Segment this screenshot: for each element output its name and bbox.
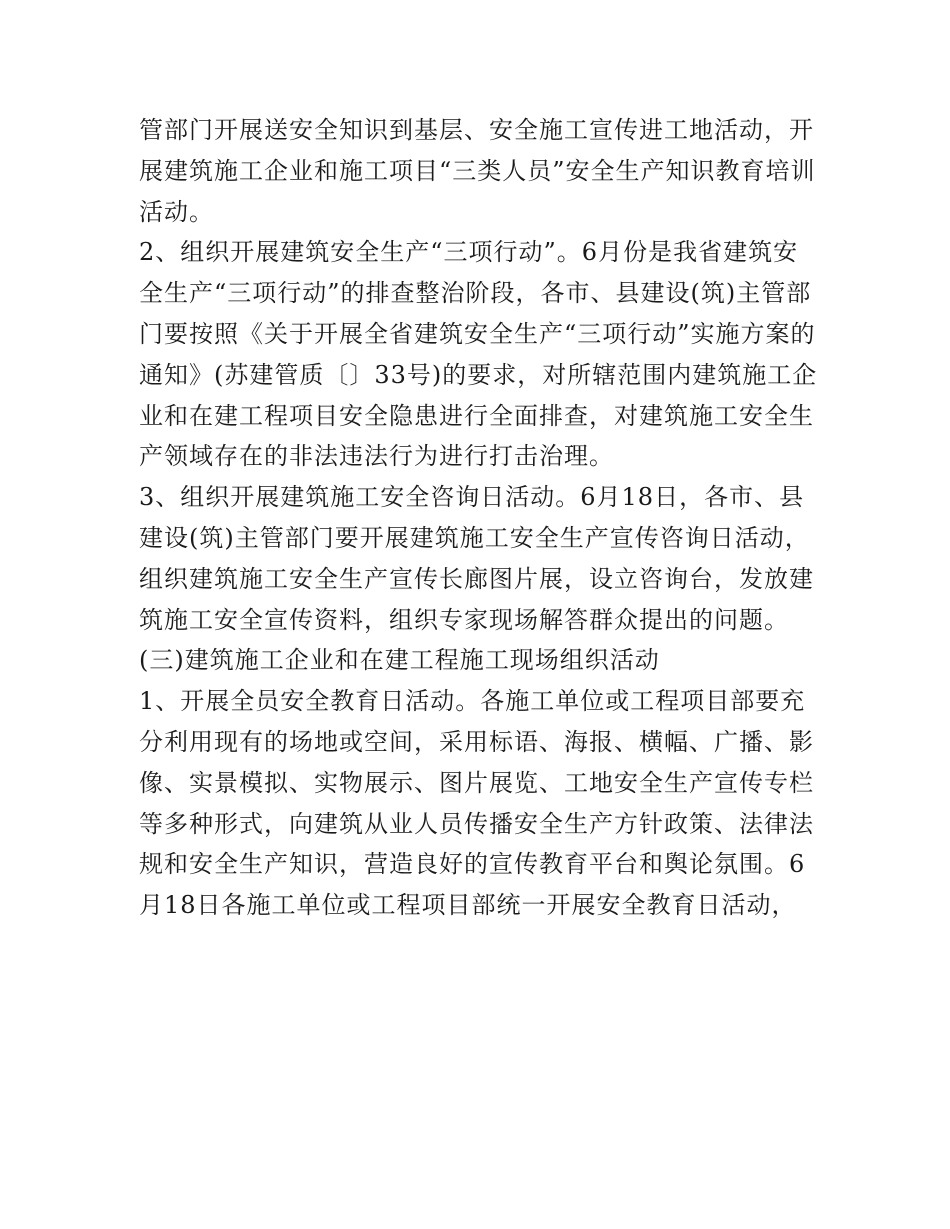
text-line: 3、组织开展建筑施工安全咨询日活动。6月18日，各市、县 — [139, 483, 805, 512]
text-line: 通知》(苏建管质〔〕33号)的要求，对所辖范围内建筑施工企 — [139, 360, 818, 389]
text-line: 月18日各施工单位或工程项目部统一开展安全教育日活动， — [139, 891, 797, 920]
text-line: 建设(筑)主管部门要开展建筑施工安全生产宣传咨询日活动， — [139, 523, 810, 552]
text-line: 等多种形式，向建筑从业人员传播安全生产方针政策、法律法 — [139, 809, 814, 838]
text-line: 管部门开展送安全知识到基层、安全施工宣传进工地活动，开 — [139, 116, 814, 144]
text-line: 业和在建工程项目安全隐患进行全面排查，对建筑施工安全生 — [139, 401, 814, 430]
text-line: 规和安全生产知识，营造良好的宣传教育平台和舆论氛围。6 — [139, 850, 806, 879]
text-line: 2、组织开展建筑安全生产“三项行动”。6月份是我省建筑安 — [139, 238, 799, 267]
text-line: 1、开展全员安全教育日活动。各施工单位或工程项目部要充 — [139, 687, 806, 716]
text-line: 活动。 — [139, 197, 214, 226]
text-line: 门要按照《关于开展全省建筑安全生产“三项行动”实施方案的 — [139, 319, 816, 348]
text-line: 全生产“三项行动”的排查整治阶段，各市、县建设(筑)主管部 — [139, 279, 812, 308]
text-line: 筑施工安全宣传资料，组织专家现场解答群众提出的问题。 — [139, 605, 789, 634]
document-body — [139, 110, 819, 926]
section-heading: (三)建筑施工企业和在建工程施工现场组织活动 — [139, 646, 660, 675]
text-line: 展建筑施工企业和施工项目“三类人员”安全生产知识教育培训 — [139, 156, 816, 185]
text-line: 组织建筑施工安全生产宣传长廊图片展，设立咨询台，发放建 — [139, 564, 814, 593]
text-line: 像、实景模拟、实物展示、图片展览、工地安全生产宣传专栏 — [139, 768, 814, 797]
text-line: 分利用现有的场地或空间，采用标语、海报、横幅、广播、影 — [139, 727, 814, 756]
text-line: 产领域存在的非法违法行为进行打击治理。 — [139, 442, 614, 471]
